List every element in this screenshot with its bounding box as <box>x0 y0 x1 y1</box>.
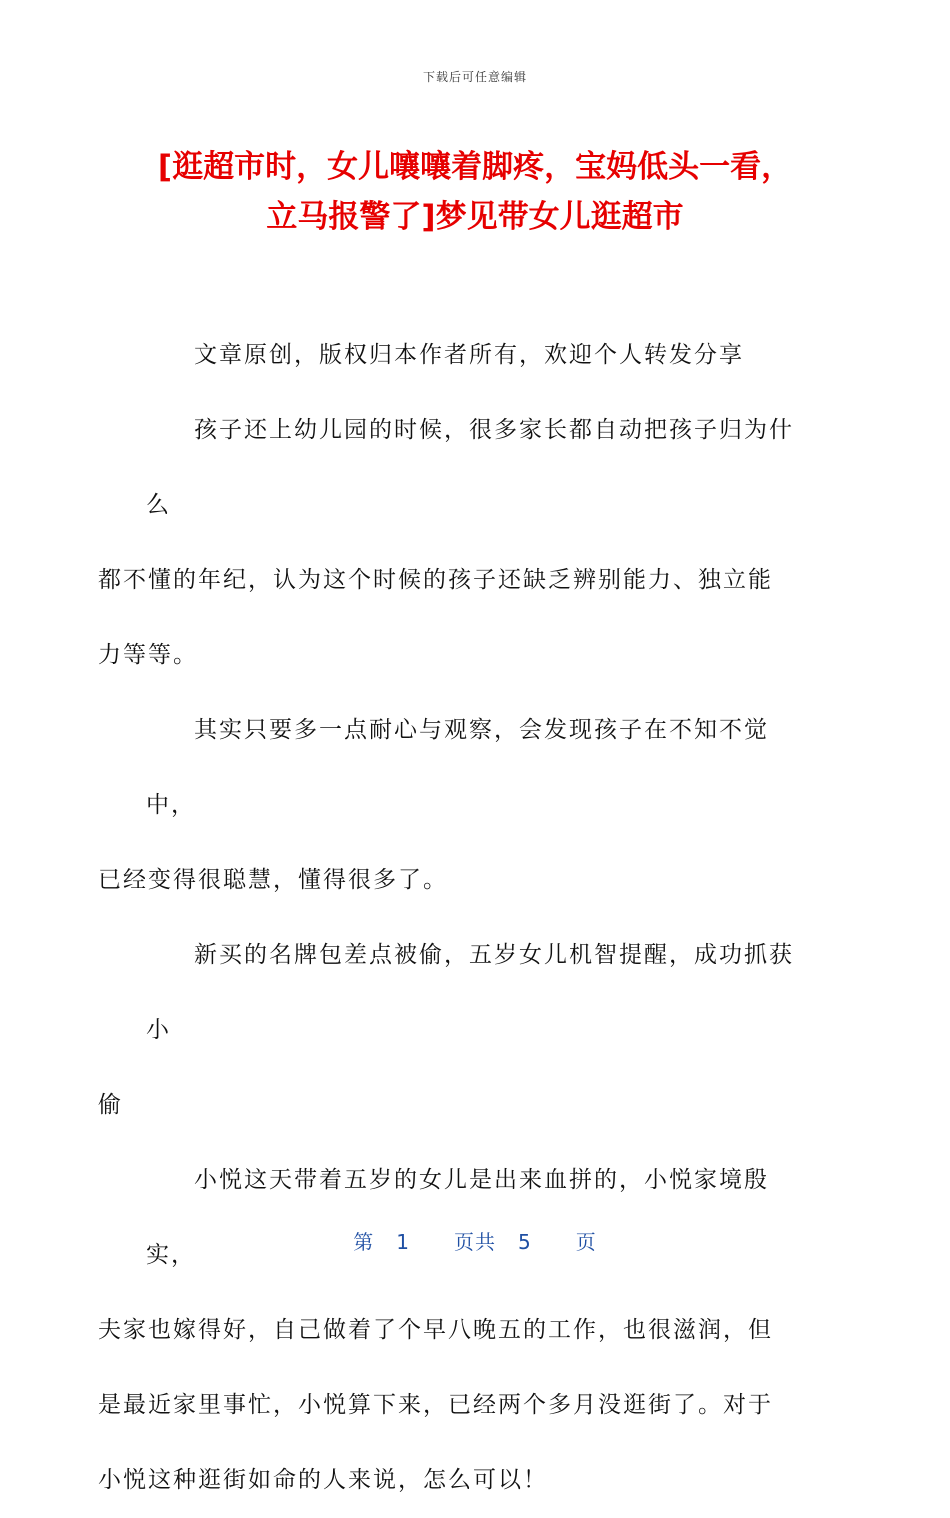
paragraph-line: 其实只要多一点耐心与观察，会发现孩子在不知不觉中， <box>146 717 769 818</box>
paragraph-line: 已经变得很聪慧，懂得很多了。 <box>98 867 448 893</box>
footer-current-page: 1 <box>396 1230 410 1254</box>
paragraph-line: 力等等。 <box>98 642 198 668</box>
paragraph <box>146 318 806 393</box>
paragraph <box>98 693 806 918</box>
document-title <box>60 142 890 242</box>
title-line-1: [逛超市时，女儿嚷嚷着脚疼，宝妈低头一看， <box>157 149 793 185</box>
page-footer <box>0 1226 950 1255</box>
paragraph-line: 小悦这天带着五岁的女儿是出来血拼的，小悦家境殷实， <box>146 1167 769 1268</box>
paragraph-line: 新买的名牌包差点被偷，五岁女儿机智提醒，成功抓获小 <box>146 942 794 1043</box>
paragraph-line: 夫家也嫁得好，自己做着了个早八晚五的工作，也很滋润，但 <box>98 1317 773 1343</box>
footer-prefix: 第 <box>353 1230 375 1254</box>
paragraph <box>98 918 806 1143</box>
paragraph-line: 小悦这种逛街如命的人来说，怎么可以！ <box>98 1467 548 1493</box>
paragraph-line: 文章原创，版权归本作者所有，欢迎个人转发分享 <box>194 342 744 368</box>
paragraph-line: 孩子还上幼儿园的时候，很多家长都自动把孩子归为什么 <box>146 417 794 518</box>
paragraph <box>98 1143 806 1518</box>
footer-suffix: 页 <box>575 1230 597 1254</box>
footer-total-pages: 5 <box>518 1230 532 1254</box>
document-body <box>98 318 806 1518</box>
paragraph-line: 偷 <box>98 1092 123 1118</box>
header-note: 下载后可任意编辑 <box>422 70 527 84</box>
paragraph-line: 都不懂的年纪，认为这个时候的孩子还缺乏辨别能力、独立能 <box>98 567 773 593</box>
paragraph <box>98 393 806 693</box>
footer-middle: 页共 <box>454 1230 496 1254</box>
paragraph-line: 是最近家里事忙，小悦算下来，已经两个多月没逛街了。对于 <box>98 1392 773 1418</box>
title-line-2: 立马报警了]梦见带女儿逛超市 <box>266 199 684 235</box>
